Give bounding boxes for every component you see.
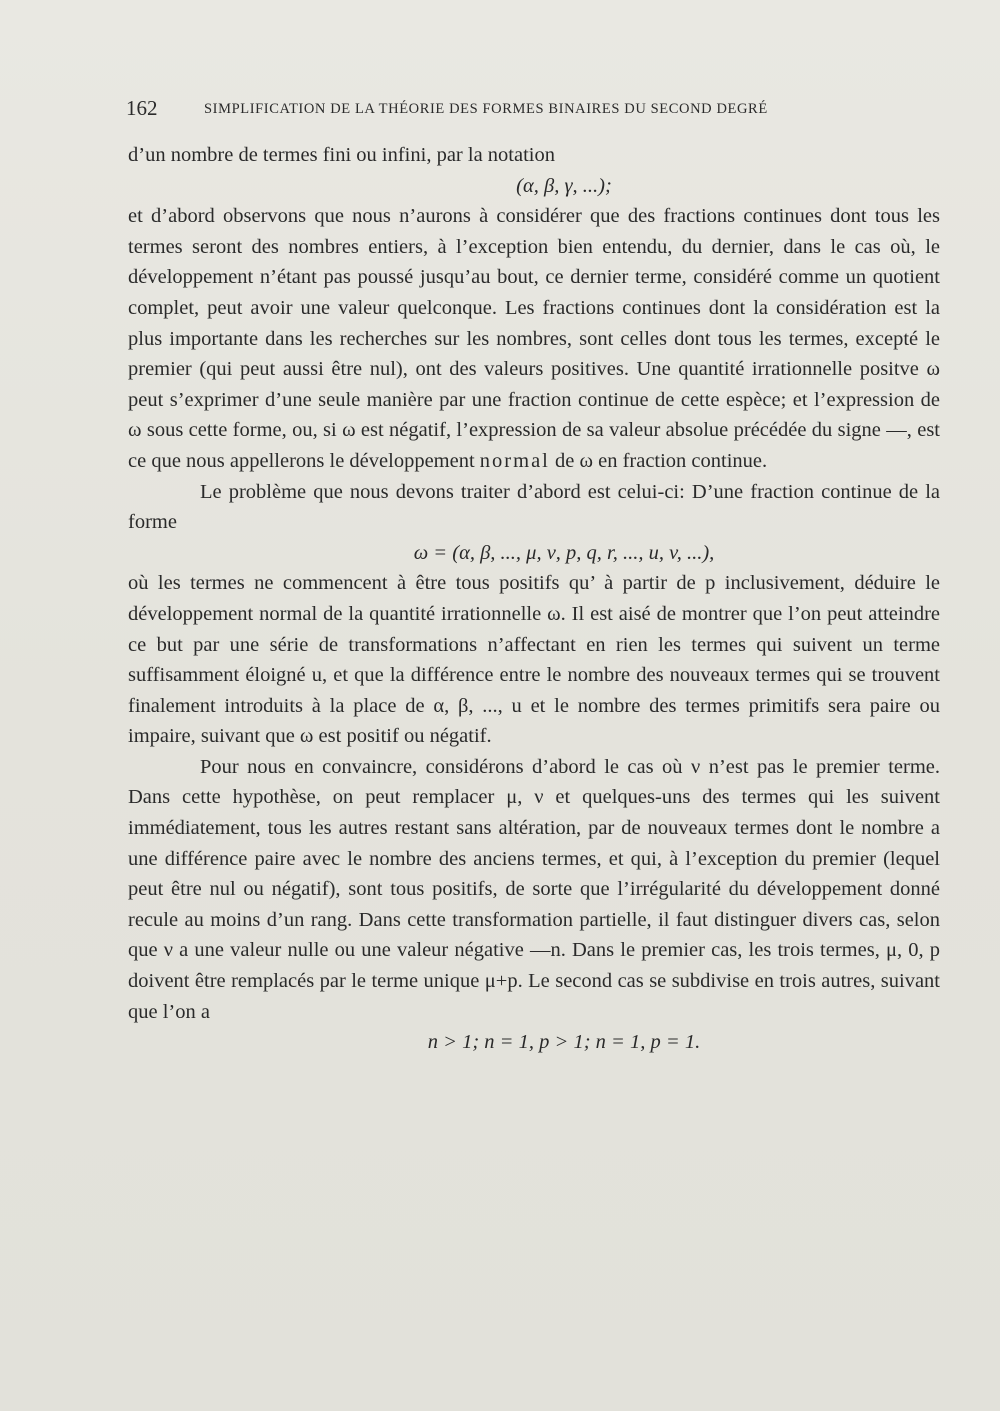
paragraph-2: Le problème que nous devons traiter d’abord est celui-ci: D’une fraction continue de la forme <box>128 480 940 534</box>
formula-omega: ω = (α, β, ..., μ, ν, p, q, r, ..., u, v, ...), <box>413 541 715 564</box>
paragraph-1 <box>128 201 940 476</box>
intro-line: d’un nombre de termes fini ou infini, par la notation <box>128 144 555 166</box>
page-body <box>128 140 940 1058</box>
running-title: SIMPLIFICATION DE LA THÉORIE DES FORMES BINAIRES DU SECOND DEGRÉ <box>204 101 768 117</box>
paragraph-1-end: de ω en fraction continue. <box>555 449 768 472</box>
paragraph-1-text: et d’abord observons que nous n’aurons à considérer que des fractions continues dont tous les termes seront des nombres entiers, à l’exception bien entendu, du dernier, dans le cas où, le développement n’étant pas poussé jusqu’au bout, ce dernier terme, considéré comme un quotient complet, peut avoir une valeur quelconque. Les fractions continues dont la considération est la plus importante dans les recherches sur les nombres, sont celles dont tous les termes, excepté le premier (qui peut aussi être nul), ont des valeurs positives. Une quantité irrationnelle positve ω peut s’exprimer d’une seule manière par une fraction continue de cette espèce; et l’expression de ω sous cette forme, ou, si ω est négatif, l’expression de sa valeur absolue précédée du signe —, est ce que nous appellerons le développement <box>128 205 940 472</box>
paragraph-4: Pour nous en convaincre, considérons d’abord le cas où ν n’est pas le premier terme. Dans cette hypothèse, on peut remplacer μ, ν et quelques-uns des termes qui les suivent immédiatement, tous les autres restant sans altération, par de nouveaux termes dont le nombre a une différence paire avec le nombre des anciens termes, et qui, à l’exception du premier (lequel peut être nul ou négatif), sont tous positifs, de sorte que l’irrégularité du développement donné recule au moins d’un rang. Dans cette transformation partielle, il faut distinguer divers cas, selon que ν a une valeur nulle ou une valeur négative —n. Dans le premier cas, les trois termes, μ, 0, p doivent être remplacés par le terme unique μ+p. Le second cas se subdivise en trois autres, suivant que l’on a <box>128 755 940 1023</box>
page-number: 162 <box>126 96 158 120</box>
paragraph-3: où les termes ne commencent à être tous positifs qu’ à partir de p inclusivement, déduire le développement normal de la quantité irrationnelle ω. Il est aisé de montrer que l’on peut atteindre ce but par une série de transformations n’affectant en rien les termes qui suivent un terme suffisamment éloigné u, et que la différence entre le nombre des nouveaux termes qui se trouvent finalement introduits à la place de α, β, ..., u et le nombre des termes primitifs sera paire ou impaire, suivant que ω est positif ou négatif. <box>128 572 940 748</box>
formula-tuple: (α, β, γ, ...); <box>516 174 612 197</box>
emphasis-normal: normal <box>479 449 550 472</box>
formula-cases: n > 1; n = 1, p > 1; n = 1, p = 1. <box>427 1031 701 1054</box>
